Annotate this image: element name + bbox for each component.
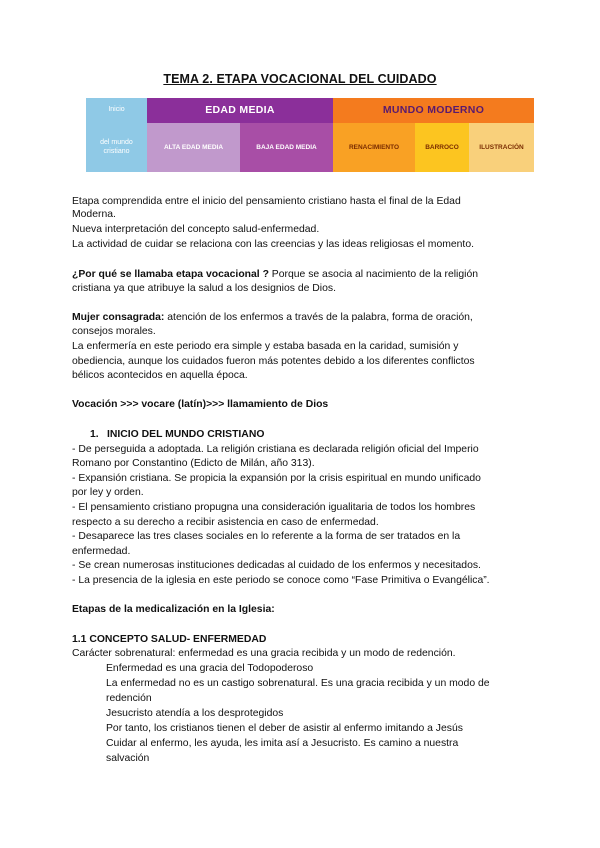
timeline-mundo-moderno: MUNDO MODERNO	[333, 98, 534, 123]
mujer-line: consejos morales.	[72, 326, 156, 337]
vocacional-answer: Porque se asocia al nacimiento de la religión	[268, 269, 479, 280]
etapas-heading: Etapas de la medicalización en la Iglesia:	[72, 604, 275, 615]
intro-line: Etapa comprendida entre el inicio del pensamiento cristiano hasta el final de la Edad	[72, 196, 461, 207]
mujer-line: La enfermería en este periodo era simple y estaba basada en la caridad, sumisión y	[72, 341, 459, 352]
page-title: TEMA 2. ETAPA VOCACIONAL DEL CUIDADO	[163, 72, 437, 86]
timeline-mundo-cristiano: del mundo cristiano	[86, 123, 147, 172]
timeline-inicio: Inicio	[86, 98, 147, 123]
timeline-alta-edad-media: ALTA EDAD MEDIA	[147, 123, 240, 172]
section1-line: - La presencia de la iglesia en este periodo se conoce como “Fase Primitiva o Evangélica”.	[72, 575, 490, 586]
timeline-barroco: BARROCO	[415, 123, 469, 172]
section1-line: respecto a su derecho a recibir asistencia en caso de enfermedad.	[72, 517, 379, 528]
mujer-line: bélicos acontecidos en aquella época.	[72, 370, 248, 381]
timeline-ilustracion: ILUSTRACIÓN	[469, 123, 534, 172]
intro-line: Nueva interpretación del concepto salud-enfermedad.	[72, 224, 320, 235]
mujer-line: obediencia, aunque los cuidados fueron más potentes debido a los diferentes conflictos	[72, 356, 475, 367]
section1-line: - Expansión cristiana. Se propicia la expansión por la crisis espiritual en mundo unificado	[72, 473, 481, 484]
intro-line: La actividad de cuidar se relaciona con las creencias y las ideas religiosas el momento.	[72, 239, 474, 250]
section11-line: Por tanto, los cristianos tienen el deber de asistir al enfermo imitando a Jesús	[106, 723, 463, 734]
section1-line: por ley y orden.	[72, 487, 144, 498]
mujer-text: atención de los enfermos a través de la palabra, forma de oración,	[164, 312, 473, 323]
section11-line: salvación	[106, 753, 150, 764]
section1-line: - El pensamiento cristiano propugna una consideración igualitaria de todos los hombres	[72, 502, 476, 513]
section1-line: - Desaparece las tres clases sociales en lo referente a la forma de ser tratados en la	[72, 531, 461, 542]
section11-heading: 1.1 CONCEPTO SALUD- ENFERMEDAD	[72, 634, 267, 645]
vocacional-paragraph	[72, 268, 478, 281]
section11-line: La enfermedad no es un castigo sobrenatural. Es una gracia recibida y un modo de	[106, 678, 490, 689]
section11-line: Enfermedad es una gracia del Todopoderoso	[106, 663, 314, 674]
timeline-baja-edad-media: BAJA EDAD MEDIA	[240, 123, 333, 172]
section11-intro: Carácter sobrenatural: enfermedad es una gracia recibida y un modo de redención.	[72, 648, 456, 659]
vocacion-etymology: Vocación >>> vocare (latín)>>> llamamiento de Dios	[72, 399, 329, 410]
intro-line: Moderna.	[72, 209, 116, 220]
section1-line: enfermedad.	[72, 546, 131, 557]
mujer-paragraph	[72, 311, 473, 324]
section11-line: Cuidar al enfermo, les ayuda, les imita así a Jesucristo. Es camino a nuestra	[106, 738, 459, 749]
section11-line: redención	[106, 693, 152, 704]
vocacional-question: ¿Por qué se llamaba etapa vocacional ?	[72, 269, 269, 280]
vocacional-answer-line: cristiana ya que atribuye la salud a los designios de Dios.	[72, 283, 336, 294]
timeline-renacimiento: RENACIMIENTO	[333, 123, 415, 172]
section1-line: - Se crean numerosas instituciones dedicadas al cuidado de los enfermos y necesitados.	[72, 560, 481, 571]
section1-line: Romano por Constantino (Edicto de Milán, año 313).	[72, 458, 315, 469]
section11-line: Jesucristo atendía a los desprotegidos	[106, 708, 284, 719]
section1-line: - De perseguida a adoptada. La religión cristiana es declarada religión oficial del Imperio	[72, 444, 479, 455]
timeline-edad-media: EDAD MEDIA	[147, 98, 333, 123]
timeline-table	[86, 98, 534, 172]
section1-heading: INICIO DEL MUNDO CRISTIANO	[107, 429, 265, 440]
mujer-label: Mujer consagrada:	[72, 312, 165, 323]
section1-number: 1.	[90, 429, 99, 440]
